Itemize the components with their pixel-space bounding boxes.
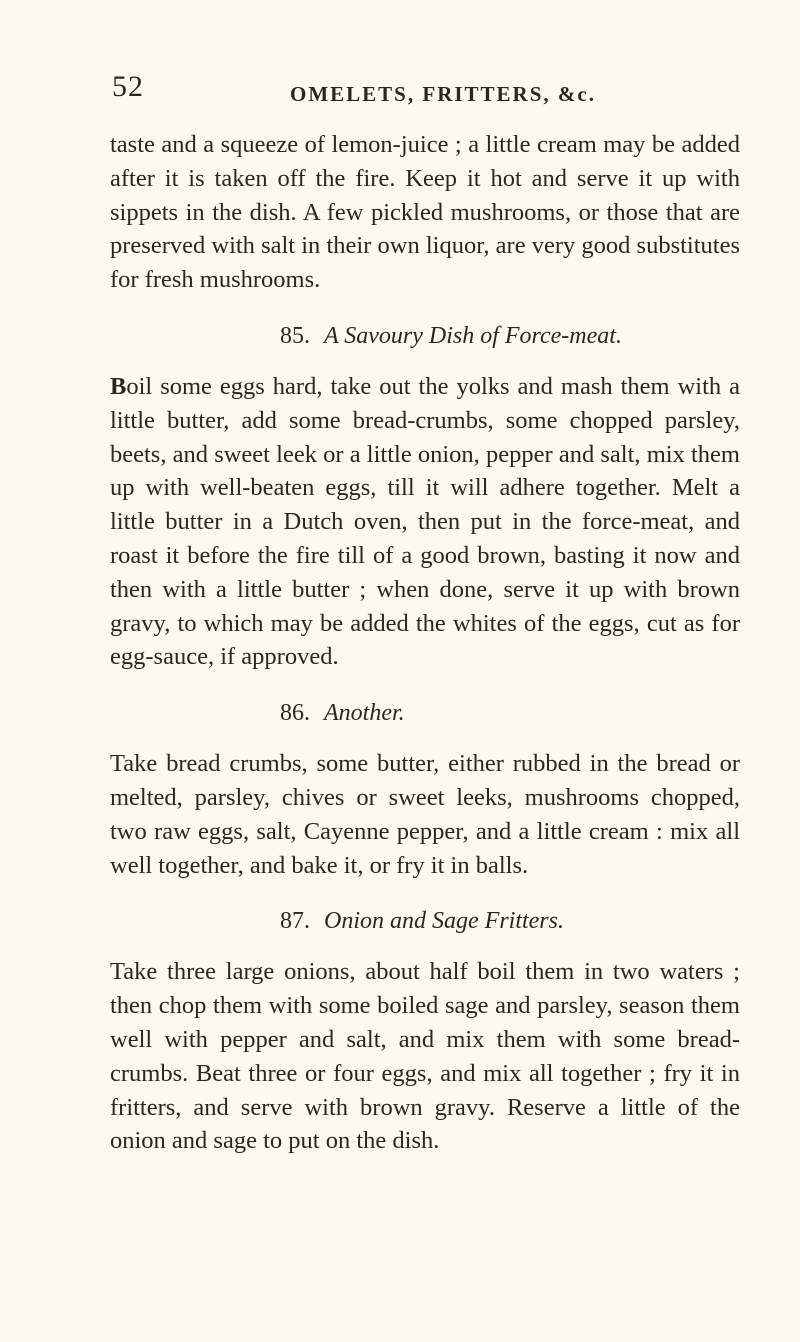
section-title: A Savoury Dish of Force-meat.: [324, 322, 622, 349]
page-header: [110, 72, 740, 122]
section-title: Onion and Sage Fritters.: [324, 908, 564, 935]
section-number: 87.: [280, 908, 310, 935]
intro-paragraph: taste and a squeeze of lemon-juice ; a little cream may be added after it is taken off the fire. Keep it hot and serve it up with sippets in the dish. A few pickled mushrooms, or those that are preserved with salt in their own liquor, are very good substitutes for fresh mushrooms.: [110, 131, 740, 294]
section-body: [110, 370, 740, 674]
recipe-section-85: [110, 323, 740, 674]
section-body: Take three large onions, about half boil them in two waters ; then chop them with some boiled sage and parsley, season them well with pepper and salt, and mix them with some bread-crumbs. Beat three or four eggs, and mix all together ; fry it in fritters, and serve with brown gravy. Reserve a little of the onion and sage to put on the dish.: [110, 958, 740, 1155]
recipe-section-87: [110, 908, 740, 1158]
section-number: 85.: [280, 322, 310, 349]
section-title: Another.: [324, 700, 405, 727]
section-body-text: oil some eggs hard, take out the yolks and mash them with a little butter, add some bread-crumbs, some chopped parsley, beets, and sweet leek or a little onion, pepper and salt, mix them up with well-beaten eggs, till it will adhere together. Melt a little butter in a Dutch oven, then put in the force-meat, and roast it before the fire till of a good brown, basting it now and then with a little butter ; when done, serve it up with brown gravy, to which may be added the whites of the eggs, cut as for egg-sauce, if approved.: [110, 372, 740, 671]
recipe-section-86: [110, 700, 740, 882]
section-body: Take bread crumbs, some butter, either rubbed in the bread or melted, parsley, chives or sweet leeks, mushrooms chopped, two raw eggs, salt, Cayenne pepper, and a little cream : mix all well together, and bake it, or fry it in balls.: [110, 750, 740, 879]
running-head: OMELETS, FRITTERS, &c.: [290, 82, 596, 106]
page-number: 52: [112, 70, 144, 103]
section-heading: [110, 908, 740, 935]
section-heading: [110, 323, 740, 350]
section-heading: [110, 700, 740, 727]
section-number: 86.: [280, 700, 310, 727]
initial-letter: B: [110, 372, 127, 400]
